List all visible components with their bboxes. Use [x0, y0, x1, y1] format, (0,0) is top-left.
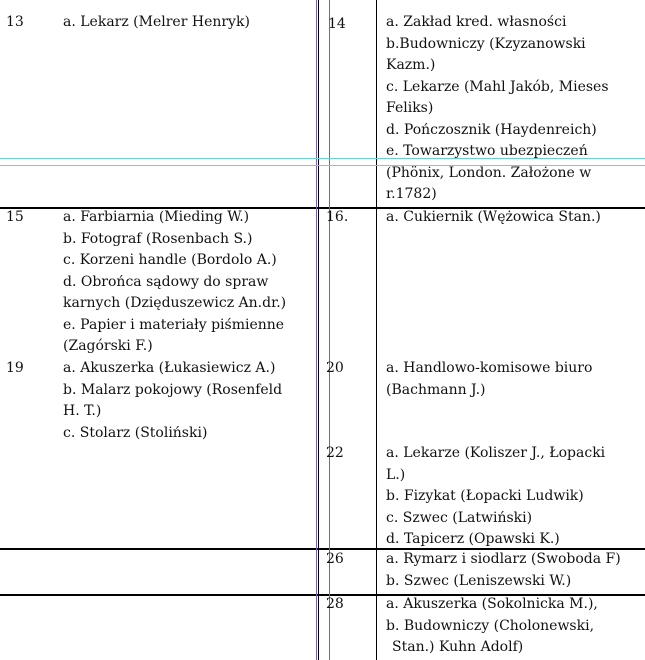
- entry-line: e. Papier i materiały piśmienne: [63, 316, 285, 333]
- entry-list: [63, 207, 286, 358]
- entry-line: b. Malarz pokojowy (Rosenfeld: [63, 381, 283, 398]
- entry-list: [63, 12, 250, 34]
- entry-list: [386, 594, 598, 659]
- row-number: 28: [326, 596, 344, 612]
- row-number: 19: [6, 360, 24, 376]
- entry-line: (Zagórski F.): [63, 338, 153, 354]
- row-number: 20: [326, 360, 344, 376]
- entry-list: [63, 358, 282, 444]
- row-number: 22: [326, 445, 344, 461]
- entry-line: d. Tapicerz (Opawski K.): [386, 531, 560, 547]
- row-number: 16.: [326, 209, 349, 225]
- entry-line: b. Fizykat (Łopacki Ludwik): [386, 488, 584, 504]
- entry-line: a. Lekarz (Melrer Henryk): [63, 14, 250, 30]
- entry-list: [386, 358, 592, 401]
- entry-line: a. Handlowo-komisowe biuro: [386, 360, 593, 376]
- column-divider: [376, 0, 377, 660]
- entry-line: b. Budowniczy (Cholonewski,: [386, 617, 595, 634]
- entry-line: c. Korzeni handle (Bordolo A.): [63, 252, 277, 268]
- entry-line: (Phönix, London. Założone w: [386, 164, 592, 181]
- entry-line: a. Zakład kred. własności: [386, 14, 567, 30]
- row-number: 13: [6, 14, 24, 30]
- entry-line: b. Fotograf (Rosenbach S.): [63, 230, 253, 247]
- entry-line: d. Obrońca sądowy do spraw: [63, 273, 269, 290]
- entry-line: L.): [386, 466, 406, 483]
- entry-line: H. T.): [63, 403, 102, 419]
- entry-line: b. Szwec (Leniszewski W.): [386, 572, 572, 589]
- entry-line: d. Pończosznik (Haydenreich): [386, 121, 597, 138]
- entry-line: Stan.) Kuhn Adolf): [392, 639, 524, 655]
- entry-line: e. Towarzystwo ubezpieczeń: [386, 143, 588, 159]
- entry-line: a. Rymarz i siodlarz (Swoboda F): [386, 551, 621, 567]
- entry-list: [386, 12, 609, 206]
- column-divider: [318, 0, 319, 660]
- entry-line: a. Akuszerka (Łukasiewicz A.): [63, 360, 276, 376]
- entry-line: Kazm.): [386, 57, 436, 73]
- row-number: 15: [6, 209, 24, 225]
- entry-list: [386, 549, 621, 592]
- row-number: 26: [326, 551, 344, 567]
- entry-line: c. Stolarz (Stoliński): [63, 424, 208, 441]
- entry-line: c. Lekarze (Mahl Jakób, Mieses: [386, 78, 609, 95]
- entry-line: Feliks): [386, 100, 434, 116]
- row-number: 14: [328, 16, 346, 32]
- entry-line: a. Lekarze (Koliszer J., Łopacki: [386, 445, 606, 461]
- entry-line: a. Farbiarnia (Mieding W.): [63, 209, 250, 225]
- entry-list: [386, 207, 601, 229]
- entry-line: a. Cukiernik (Wężowica Stan.): [386, 209, 601, 225]
- entry-line: c. Szwec (Latwiński): [386, 509, 533, 526]
- entry-line: r.1782): [386, 186, 437, 202]
- entry-line: a. Akuszerka (Sokolnicka M.),: [386, 596, 598, 612]
- entry-list: [386, 443, 605, 551]
- guide-line-vertical: [316, 0, 317, 660]
- entry-line: b.Budowniczy (Kzyzanowski: [386, 35, 586, 52]
- entry-line: karnych (Dzięduszewicz An.dr.): [63, 295, 287, 311]
- entry-line: (Bachmann J.): [386, 381, 486, 398]
